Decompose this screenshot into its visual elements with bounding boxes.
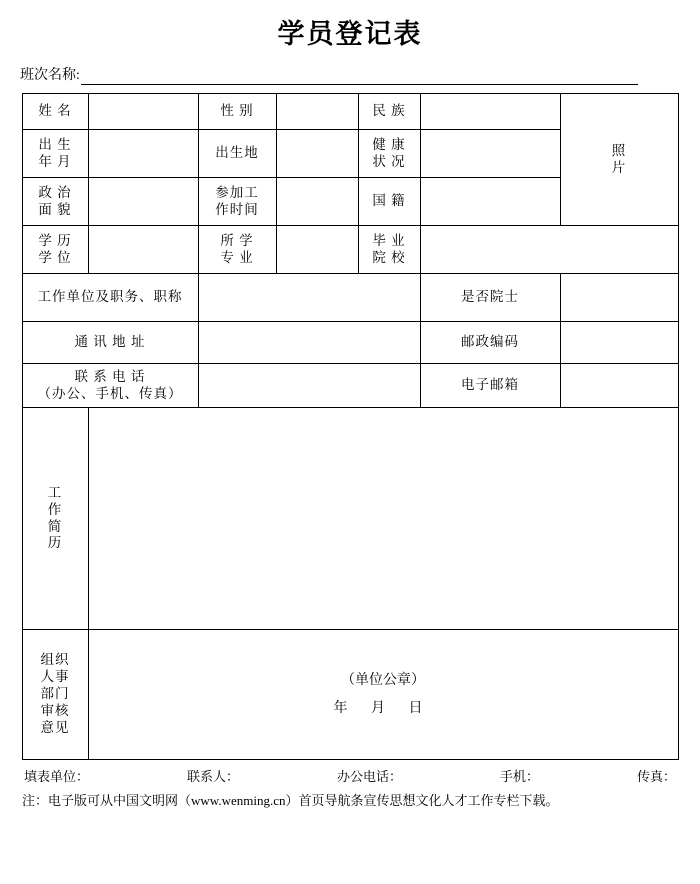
page-title: 学员登记表 xyxy=(277,19,423,49)
review-opinion-label-line1: 组织 xyxy=(40,652,70,668)
registration-form-page xyxy=(0,12,700,884)
birth-date-value[interactable] xyxy=(88,130,198,178)
name-value[interactable] xyxy=(88,94,198,130)
phone-label xyxy=(22,364,198,408)
health-label-line1: 健 康 xyxy=(372,136,406,152)
gender-value[interactable] xyxy=(276,94,358,130)
review-opinion-value[interactable] xyxy=(88,630,678,760)
work-resume-label-line4: 历 xyxy=(47,535,63,551)
table-row xyxy=(22,408,678,630)
phone-value[interactable] xyxy=(198,364,420,408)
work-resume-label xyxy=(22,408,88,630)
major-value[interactable] xyxy=(276,226,358,274)
review-opinion-label-line5: 意见 xyxy=(40,719,70,735)
education-label-line2: 学 位 xyxy=(38,249,72,265)
footer-note: 注：电子版可从中国文明网（www.wenming.cn）首页导航条宣传思想文化人才工作专栏下载。 xyxy=(22,793,559,808)
address-label: 通 讯 地 址 xyxy=(22,322,198,364)
seal-date-line: 年 月 日 xyxy=(333,700,433,716)
work-start-label-line2: 作时间 xyxy=(215,201,259,217)
postcode-value[interactable] xyxy=(560,322,678,364)
photo-box[interactable] xyxy=(560,94,678,226)
review-opinion-label-line3: 部门 xyxy=(40,686,70,702)
footer xyxy=(22,766,678,809)
nationality-value[interactable] xyxy=(420,178,560,226)
health-label-line2: 状 况 xyxy=(372,153,406,169)
political-status-label xyxy=(22,178,88,226)
footer-contact-row xyxy=(22,766,678,785)
academician-value[interactable] xyxy=(560,274,678,322)
work-unit-value[interactable] xyxy=(198,274,420,322)
school-label-line2: 院 校 xyxy=(372,249,406,265)
address-value[interactable] xyxy=(198,322,420,364)
review-opinion-label-line2: 人事 xyxy=(40,669,70,685)
photo-label-line2: 片 xyxy=(611,159,627,175)
seal-text: （单位公章） xyxy=(341,673,425,688)
major-label-line1: 所 学 xyxy=(220,232,254,248)
education-label xyxy=(22,226,88,274)
work-resume-value[interactable] xyxy=(88,408,678,630)
table-row xyxy=(22,94,678,130)
gender-label: 性 别 xyxy=(198,94,276,130)
photo-label-line1: 照 xyxy=(611,142,627,158)
school-label-line1: 毕 业 xyxy=(372,232,406,248)
footer-fax[interactable]: 传真： xyxy=(636,769,676,784)
work-resume-label-line2: 作 xyxy=(47,501,63,517)
table-row xyxy=(22,630,678,760)
ethnicity-value[interactable] xyxy=(420,94,560,130)
school-value[interactable] xyxy=(420,226,678,274)
education-value[interactable] xyxy=(88,226,198,274)
table-row xyxy=(22,322,678,364)
name-label: 姓 名 xyxy=(22,94,88,130)
birth-date-label xyxy=(22,130,88,178)
work-start-label-line1: 参加工 xyxy=(215,184,259,200)
phone-label-line2: （办公、手机、传真） xyxy=(37,385,183,401)
table-row xyxy=(22,274,678,322)
email-value[interactable] xyxy=(560,364,678,408)
footer-contact-person[interactable]: 联系人： xyxy=(186,769,239,784)
major-label xyxy=(198,226,276,274)
footer-office-phone[interactable]: 办公电话： xyxy=(336,769,402,784)
birthplace-value[interactable] xyxy=(276,130,358,178)
table-row xyxy=(22,364,678,408)
table-row xyxy=(22,226,678,274)
official-seal-area xyxy=(92,672,675,717)
footer-filler-unit[interactable]: 填表单位： xyxy=(24,769,90,784)
phone-label-line1: 联 系 电 话 xyxy=(74,368,146,384)
major-label-line2: 专 业 xyxy=(220,249,254,265)
class-name-row xyxy=(20,61,686,85)
class-name-input-line[interactable] xyxy=(81,66,638,85)
academician-label: 是否院士 xyxy=(420,274,560,322)
work-unit-label: 工作单位及职务、职称 xyxy=(22,274,198,322)
work-resume-label-line1: 工 xyxy=(47,484,63,500)
registration-table xyxy=(22,93,679,760)
review-opinion-label-line4: 审核 xyxy=(40,702,70,718)
review-opinion-label xyxy=(22,630,88,760)
health-label xyxy=(358,130,420,178)
footer-mobile[interactable]: 手机： xyxy=(499,769,539,784)
political-status-label-line2: 面 貌 xyxy=(38,201,72,217)
political-status-value[interactable] xyxy=(88,178,198,226)
work-start-value[interactable] xyxy=(276,178,358,226)
health-value[interactable] xyxy=(420,130,560,178)
birthplace-label: 出生地 xyxy=(198,130,276,178)
birth-date-label-line1: 出 生 xyxy=(38,136,72,152)
postcode-label: 邮政编码 xyxy=(420,322,560,364)
nationality-label: 国 籍 xyxy=(358,178,420,226)
education-label-line1: 学 历 xyxy=(38,232,72,248)
email-label: 电子邮箱 xyxy=(420,364,560,408)
class-name-label: 班次名称: xyxy=(20,68,80,83)
work-resume-label-line3: 简 xyxy=(47,518,63,534)
ethnicity-label: 民 族 xyxy=(358,94,420,130)
work-start-label xyxy=(198,178,276,226)
school-label xyxy=(358,226,420,274)
political-status-label-line1: 政 治 xyxy=(38,184,72,200)
birth-date-label-line2: 年 月 xyxy=(38,153,72,169)
